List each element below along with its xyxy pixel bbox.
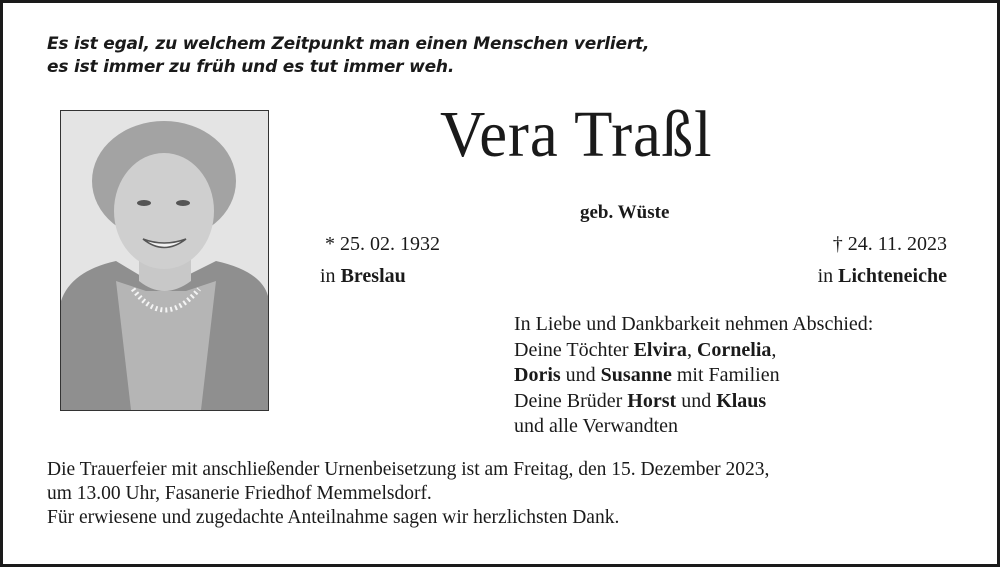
death-place-prefix: in [817, 265, 834, 287]
mourners-list [514, 312, 873, 440]
death-symbol: † [832, 233, 843, 255]
birth-symbol: * [325, 233, 335, 255]
mourners-intro: In Liebe und Dankbarkeit nehmen Abschied: [514, 313, 874, 335]
portrait-illustration [61, 111, 268, 410]
motto-line: Es ist egal, zu welchem Zeitpunkt man einen Menschen verliert, [47, 34, 650, 54]
death-date-value: 24. 11. 2023 [847, 233, 947, 255]
birth-date-value: 25. 02. 1932 [340, 233, 440, 255]
portrait-photo [60, 110, 269, 411]
death-place-value: Lichteneiche [838, 265, 947, 287]
birth-place-prefix: in [320, 265, 336, 287]
deceased-name: Vera Traßl [440, 98, 713, 171]
funeral-service-info [47, 458, 769, 530]
birth-place [320, 265, 406, 288]
mourners-text: und [565, 364, 596, 386]
mourner-name: Horst [627, 389, 677, 412]
birth-date [325, 233, 440, 256]
service-line: Die Trauerfeier mit anschließender Urnenbeisetzung ist am Freitag, den 15. Dezember 2023, [47, 459, 770, 480]
motto-line: es ist immer zu früh und es tut immer weh. [47, 57, 455, 77]
mourners-line [514, 389, 873, 415]
service-line: um 13.00 Uhr, Fasanerie Friedhof Memmelsdorf. [47, 483, 432, 504]
mourners-line [514, 338, 873, 364]
mourner-name: Doris [514, 364, 561, 386]
mourners-line [514, 363, 873, 389]
mourner-name: Elvira [633, 338, 687, 361]
mourners-text: Deine Brüder [514, 389, 623, 412]
mourner-name: Cornelia [696, 338, 772, 361]
mourners-text: und [681, 389, 712, 412]
birth-place-value: Breslau [340, 265, 406, 287]
mourner-name: Susanne [600, 364, 672, 386]
thanks-line: Für erwiesene und zugedachte Anteilnahme sagen wir herzlichsten Dank. [47, 507, 620, 528]
death-date [833, 233, 947, 256]
mourners-text: mit Familien [676, 364, 780, 386]
mourners-text: Deine Töchter [514, 338, 629, 361]
mourners-text: , [686, 338, 692, 361]
mourners-closing: und alle Verwandten [514, 415, 679, 437]
motto-quote [47, 33, 649, 79]
mourner-name: Klaus [716, 389, 767, 412]
maiden-name: geb. Wüste [580, 202, 670, 223]
mourners-text: , [771, 338, 777, 361]
death-place [818, 265, 947, 288]
